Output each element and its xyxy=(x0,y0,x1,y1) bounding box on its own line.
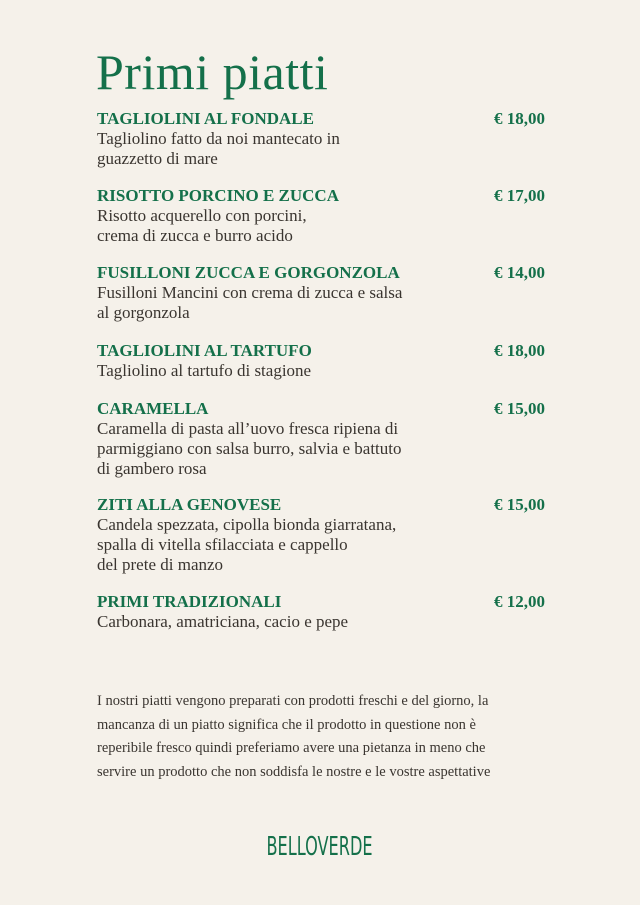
dish-price: € 15,00 xyxy=(494,399,545,418)
menu-item xyxy=(97,341,545,381)
dish-name: TAGLIOLINI AL FONDALE xyxy=(97,109,314,128)
note-line: mancanza di un piatto significa che il prodotto in questione non è xyxy=(97,716,476,733)
dish-description-line: Carbonara, amatriciana, cacio e pepe xyxy=(97,612,349,631)
dish-name: RISOTTO PORCINO E ZUCCA xyxy=(97,186,339,205)
menu-item xyxy=(97,186,545,246)
dish-description-line: Tagliolino al tartufo di stagione xyxy=(97,361,312,380)
menu-item xyxy=(97,263,545,323)
note-line: servire un prodotto che non soddisfa le nostre e le vostre aspettative xyxy=(97,763,491,780)
dish-description-line: Tagliolino fatto da noi mantecato in xyxy=(97,129,340,148)
dish-price: € 17,00 xyxy=(494,186,545,205)
dish-description-line: Fusilloni Mancini con crema di zucca e salsa xyxy=(97,283,403,302)
menu-item xyxy=(97,399,545,479)
dish-name: CARAMELLA xyxy=(97,399,209,418)
note-line: I nostri piatti vengono preparati con prodotti freschi e del giorno, la xyxy=(97,693,489,709)
menu-item xyxy=(97,495,545,575)
page-title: Primi piatti xyxy=(96,44,329,100)
menu-item xyxy=(97,592,545,632)
dish-description-line: spalla di vitella sfilacciata e cappello xyxy=(97,535,348,554)
dish-description-line: Risotto acquerello con porcini, xyxy=(97,206,307,225)
dish-price: € 18,00 xyxy=(494,341,545,360)
dish-description-line: del prete di manzo xyxy=(97,555,224,574)
dish-name: ZITI ALLA GENOVESE xyxy=(97,495,282,514)
dish-description-line: crema di zucca e burro acido xyxy=(97,226,293,245)
dish-description-line: parmiggiano con salsa burro, salvia e battuto xyxy=(97,439,402,458)
dish-description-line: al gorgonzola xyxy=(97,303,190,322)
dish-price: € 12,00 xyxy=(494,592,545,611)
dish-description-line: guazzetto di mare xyxy=(97,149,218,168)
dish-name: FUSILLONI ZUCCA E GORGONZOLA xyxy=(97,263,400,282)
dish-description-line: Caramella di pasta all’uovo fresca ripiena di xyxy=(97,419,399,438)
menu-item xyxy=(97,109,545,169)
dish-description-line: Candela spezzata, cipolla bionda giarratana, xyxy=(97,515,397,534)
dish-price: € 14,00 xyxy=(494,263,545,282)
disclaimer-note xyxy=(97,690,567,784)
note-line: reperibile fresco quindi preferiamo avere una pietanza in meno che xyxy=(97,740,486,756)
belloverde-logo: BELLOVERDE xyxy=(266,832,374,862)
dish-price: € 15,00 xyxy=(494,495,545,514)
dish-price: € 18,00 xyxy=(494,109,545,128)
dish-name: TAGLIOLINI AL TARTUFO xyxy=(97,341,312,360)
dish-description-line: di gambero rosa xyxy=(97,459,207,478)
dish-name: PRIMI TRADIZIONALI xyxy=(97,592,282,611)
